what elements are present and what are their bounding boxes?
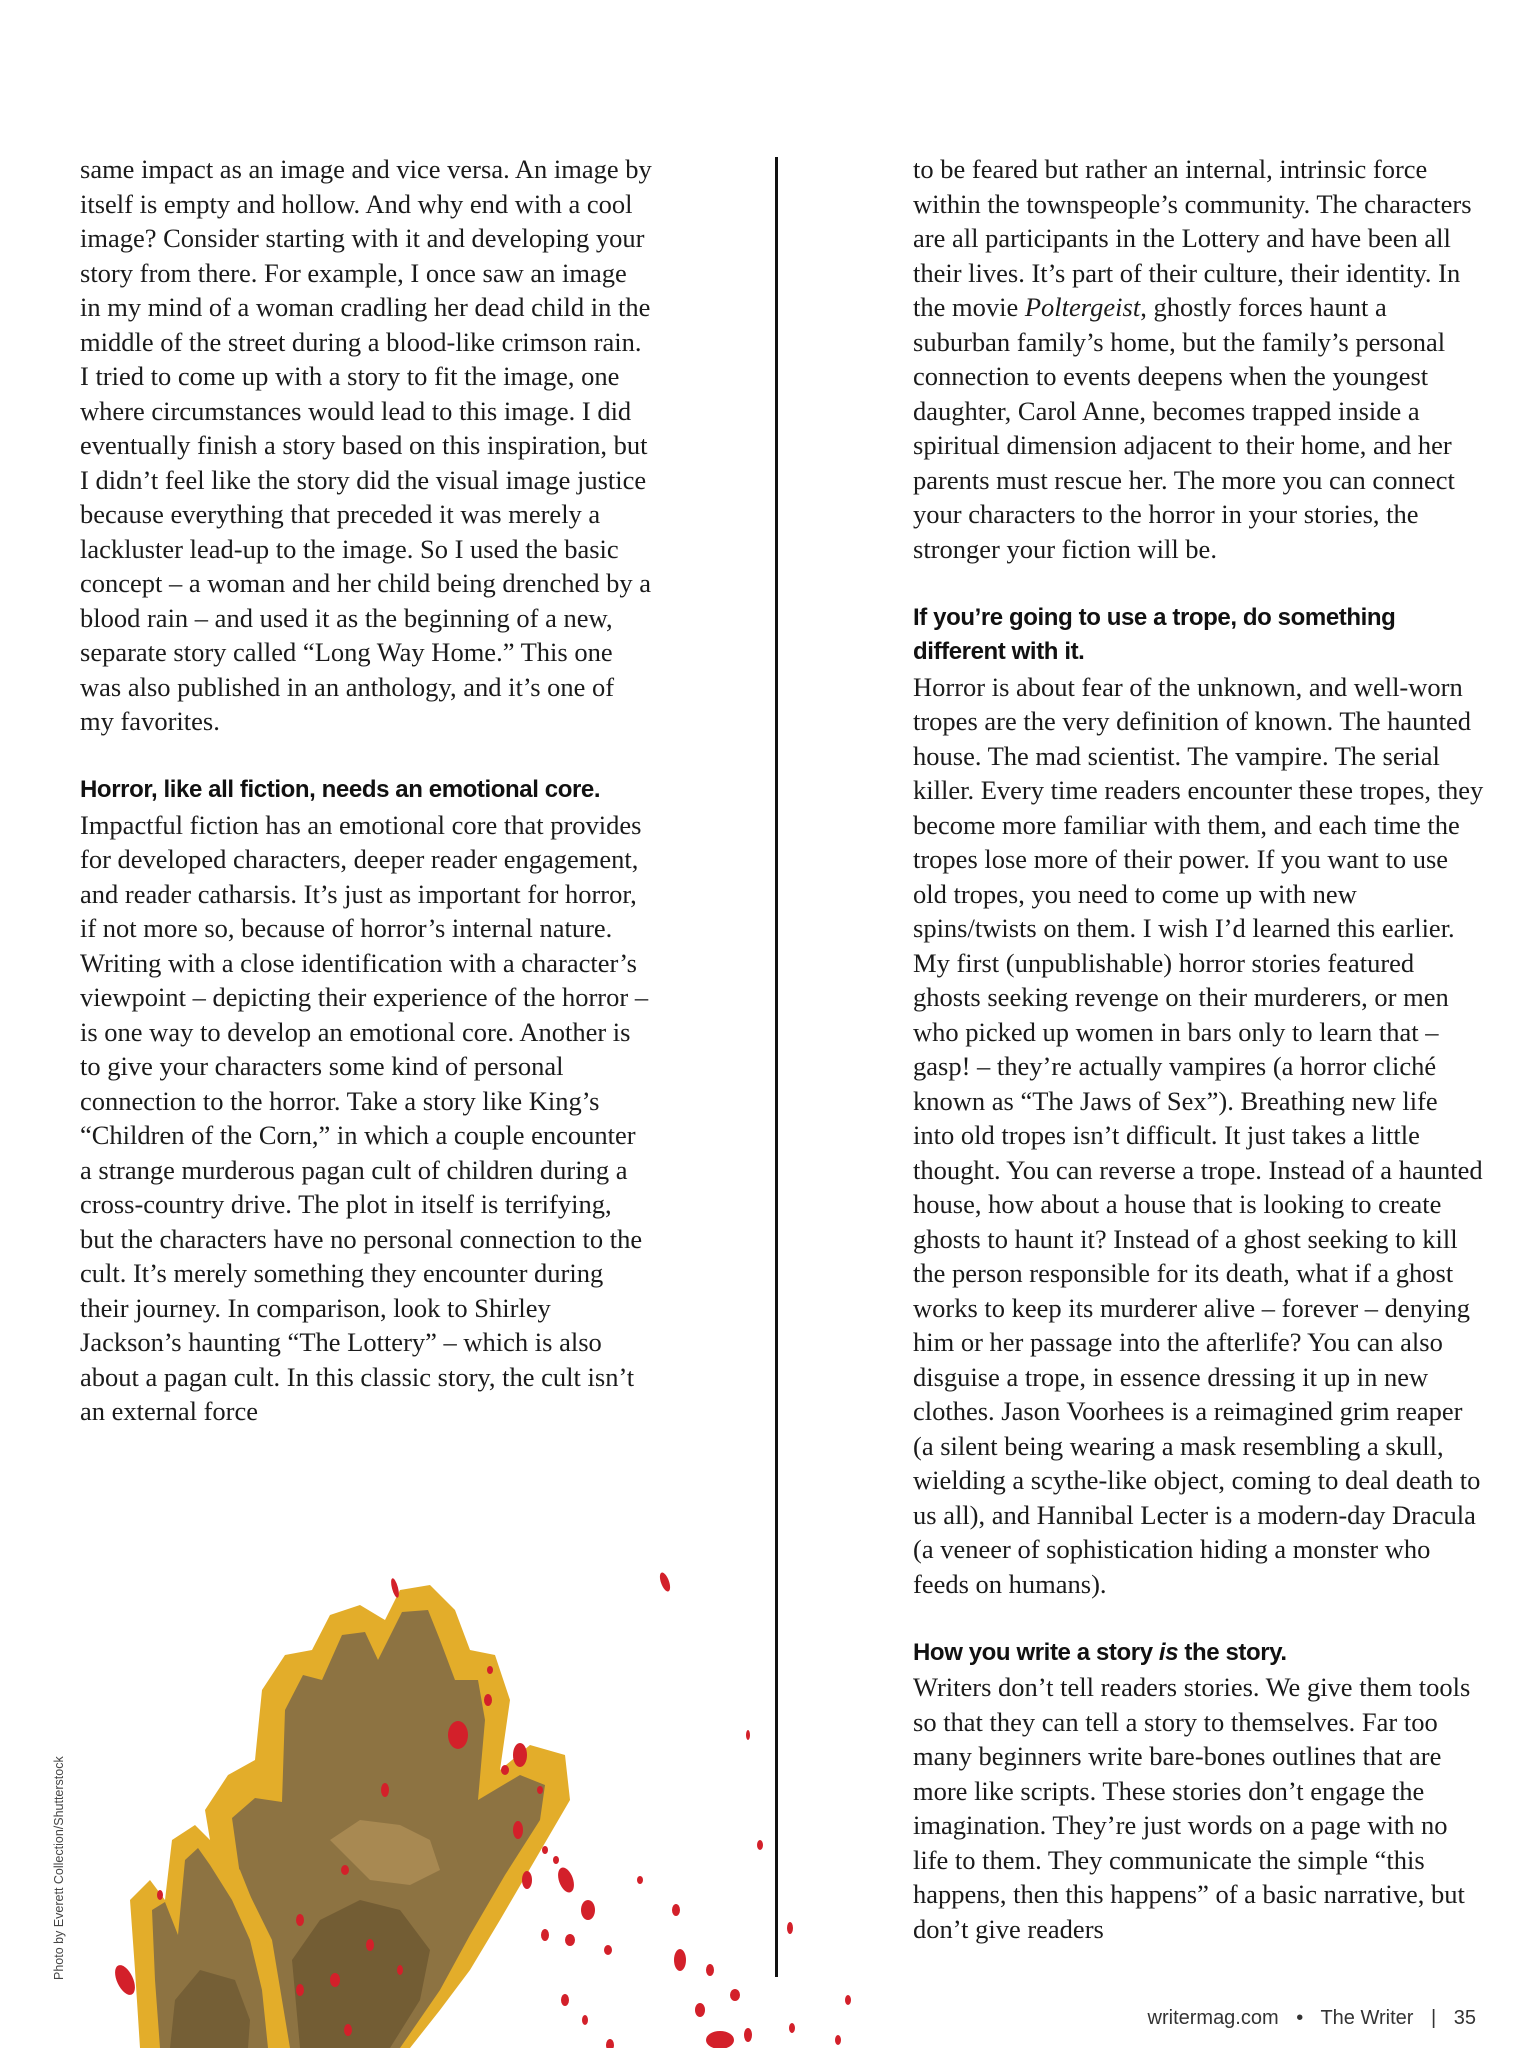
continued-paragraph: to be feared but rather an internal, intrinsic force within the townspeople’s community. The characters are all participants in the Lottery and have been all their lives. It’s part of their culture, their identity. In the movie Poltergeist, ghostly forces haunt a suburban family’s home, but the family’s personal connection to events deepens when the youngest daughter, Carol Anne, becomes trapped inside a spiritual dimension adjacent to their home, and her parents must rescue her. The more you can connect your characters to the horror in your stories, the stronger your fiction will be. <box>913 154 1472 564</box>
footer-site-link[interactable]: writermag.com <box>1147 2007 1279 2029</box>
section-heading-tropes: If you’re going to use a trope, do something different with it. <box>913 603 1396 665</box>
film-title-poltergeist: Poltergeist <box>1024 292 1141 322</box>
footer-bullet: • <box>1296 2007 1304 2029</box>
right-column <box>913 152 1485 1946</box>
photo-credit: Photo by Everett Collection/Shutterstock <box>52 1756 66 1980</box>
how-you-write-paragraph: Writers don’t tell readers stories. We give them tools so that they can tell a story to themselves. Far too many beginners write bare-bones outlines that are more like scripts. These stories don’t engage the imagination. They’re just words on a page with no life to them. They communicate the simple “this happens, then this happens” of a basic narrative, but don’t give readers <box>913 1672 1471 1944</box>
section-heading-how-you-write: How you write a story is the story. <box>913 1638 1287 1666</box>
footer-divider: | <box>1430 2007 1437 2029</box>
section-heading-emotional-core: Horror, like all fiction, needs an emotional core. <box>80 776 601 803</box>
page-number: 35 <box>1453 2007 1476 2029</box>
intro-paragraph: same impact as an image and vice versa. An image by itself is empty and hollow. And why end with a cool image? Consider starting with it and developing your story from there. For example, I once saw an image in my mind of a woman cradling her dead child in the middle of the street during a blood-like crimson rain. I tried to come up with a story to fit the image, one where circumstances would lead to this image. I did eventually finish a story based on this inspiration, but I didn’t feel like the story did the visual image justice because everything that preceded it was merely a lackluster lead-up to the image. So I used the basic concept – a woman and her child being drenched by a blood rain – and used it as the beginning of a new, separate story called “Long Way Home.” This one was also published in an anthology, and it’s one of my favorites. <box>80 154 652 736</box>
footer-magazine-name: The Writer <box>1320 2007 1414 2029</box>
hands-blood-rain-illustration <box>0 1540 900 2048</box>
tropes-paragraph: Horror is about fear of the unknown, and well-worn tropes are the very definition of known. The haunted house. The mad scientist. The vampire. The serial killer. Every time readers encounter these tropes, they become more familiar with them, and each time the tropes lose more of their power. If you want to use old tropes, you need to come up with new spins/twists on them. I wish I’d learned this earlier. My first (unpublishable) horror stories featured ghosts seeking revenge on their murderers, or men who picked up women in bars only to learn that – gasp! – they’re actually vampires (a horror cliché known as “The Jaws of Sex”). Breathing new life into old tropes isn’t difficult. It just takes a little thought. You can reverse a trope. Instead of a haunted house, how about a house that is looking to create ghosts to haunt it? Instead of a ghost seeking to kill the person responsible for its death, what if a ghost works to keep its murderer alive – forever – denying him or her passage into the afterlife? You can also disguise a trope, in essence dressing it up in new clothes. Jason Voorhees is a reimagined grim reaper (a silent being wearing a mask resembling a skull, wielding a scythe-like object, coming to deal death to us all), and Hannibal Lecter is a modern-day Dracula (a veneer of sophistication hiding a monster who feeds on humans). <box>913 671 1484 1599</box>
emotional-core-paragraph: Impactful fiction has an emotional core that provides for developed characters, deeper reader engagement, and reader catharsis. It’s just as important for horror, if not more so, because of horror’s internal nature. Writing with a close identification with a character’s viewpoint – depicting their experience of the horror – is one way to develop an emotional core. Another is to give your characters some kind of personal connection to the horror. Take a story like King’s “Children of the Corn,” in which a couple encounter a strange murderous pagan cult of children during a cross-country drive. The plot in itself is terrifying, but the characters have no personal connection to the cult. It’s merely something they encounter during their journey. In comparison, look to Shirley Jackson’s haunting “The Lottery” – which is also about a pagan cult. In this classic story, the cult isn’t an external force <box>80 809 649 1426</box>
left-column <box>80 152 652 1429</box>
page-footer <box>1148 2007 1476 2030</box>
